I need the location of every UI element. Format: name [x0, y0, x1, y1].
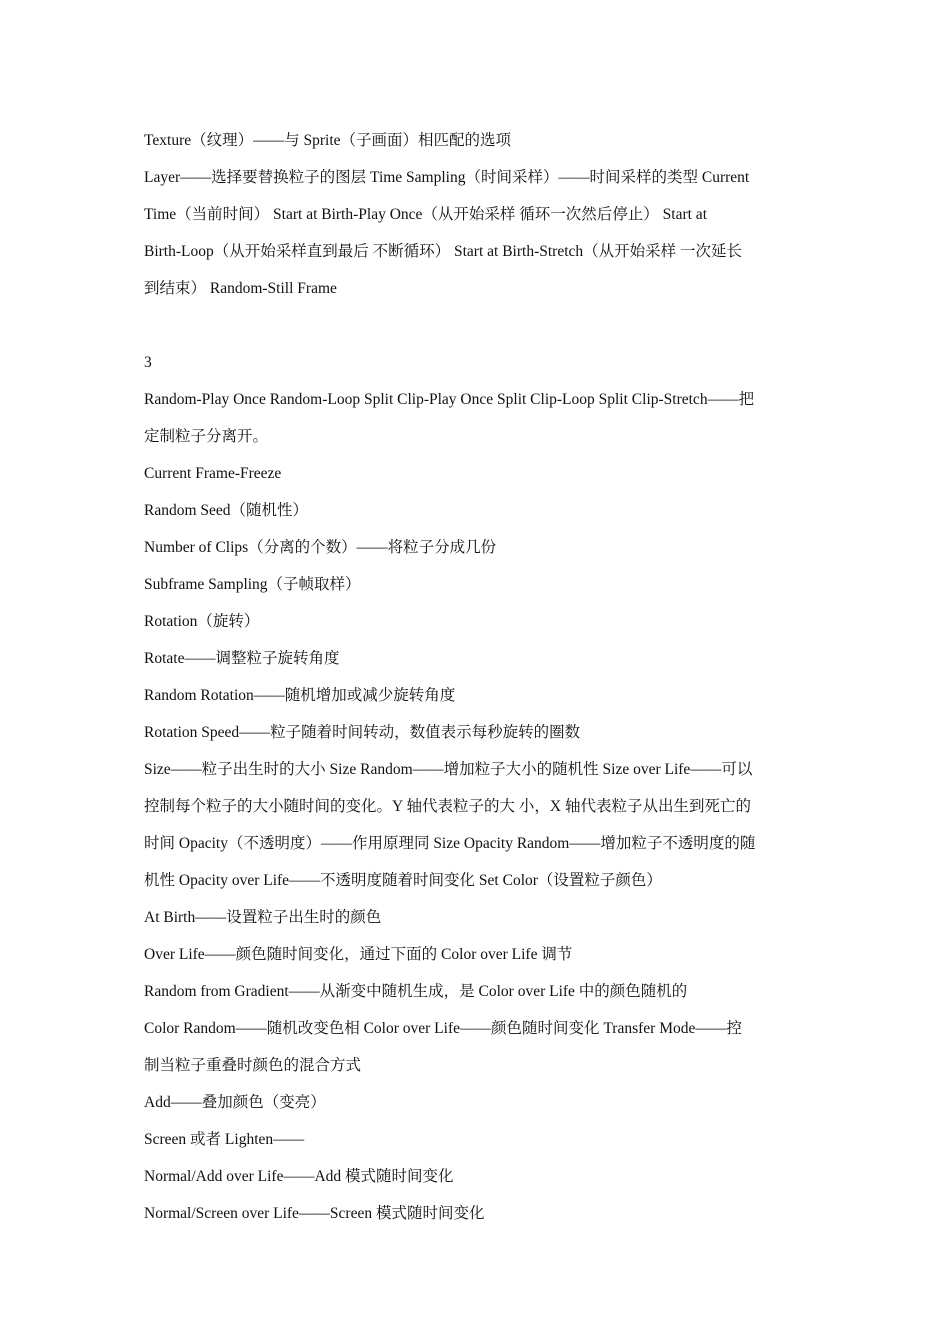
text-line: 机性 Opacity over Life——不透明度随着时间变化 Set Color（设置粒子颜色） [144, 872, 662, 889]
text-line: Birth-Loop（从开始采样直到最后 不断循环） Start at Birth-Stretch（从开始采样 一次延长 [144, 243, 743, 260]
paragraph [144, 381, 810, 455]
text-line: Layer——选择要替换粒子的图层 Time Sampling（时间采样）——时间采样的类型 Current [144, 169, 750, 186]
paragraph [144, 1158, 810, 1195]
paragraph [144, 1010, 810, 1084]
paragraph [144, 751, 810, 899]
paragraph [144, 714, 810, 751]
paragraph [144, 1195, 810, 1232]
text-line: 定制粒子分离开。 [144, 428, 269, 445]
paragraph [144, 973, 810, 1010]
text-line: Rotate——调整粒子旋转角度 [144, 650, 340, 667]
document-body [144, 122, 810, 1245]
paragraph [144, 566, 810, 603]
paragraph [144, 529, 810, 566]
paragraph [144, 1121, 810, 1158]
paragraph [144, 899, 810, 936]
text-line: Add——叠加颜色（变亮） [144, 1094, 326, 1111]
text-line: Color Random——随机改变色相 Color over Life——颜色随时间变化 Transfer Mode——控 [144, 1020, 742, 1037]
text-line: Rotation（旋转） [144, 613, 260, 630]
text-line: Number of Clips（分离的个数）——将粒子分成几份 [144, 539, 497, 556]
paragraph [144, 159, 810, 307]
paragraph [144, 455, 810, 492]
text-line: 时间 Opacity（不透明度）——作用原理同 Size Opacity Random——增加粒子不透明度的随 [144, 835, 756, 852]
text-line: 控制每个粒子的大小随时间的变化。Y 轴代表粒子的大 小，X 轴代表粒子从出生到死亡的 [144, 798, 751, 815]
paragraph [144, 1084, 810, 1121]
text-line: Size——粒子出生时的大小 Size Random——增加粒子大小的随机性 Size over Life——可以 [144, 761, 753, 778]
text-line: Over Life——颜色随时间变化，通过下面的 Color over Life 调节 [144, 946, 573, 963]
text-line: Normal/Add over Life——Add 模式随时间变化 [144, 1168, 454, 1185]
text-line: Current Frame-Freeze [144, 465, 282, 482]
text-line: Random Rotation——随机增加或减少旋转角度 [144, 687, 456, 704]
text-line: Texture（纹理）——与 Sprite（子画面）相匹配的选项 [144, 132, 512, 149]
paragraph [144, 492, 810, 529]
text-line: Rotation Speed——粒子随着时间转动，数值表示每秒旋转的圈数 [144, 724, 581, 741]
text-line: 制当粒子重叠时颜色的混合方式 [144, 1057, 362, 1074]
text-line: Subframe Sampling（子帧取样） [144, 576, 361, 593]
paragraph [144, 122, 810, 159]
paragraph [144, 677, 810, 714]
text-line: Random-Play Once Random-Loop Split Clip-Play Once Split Clip-Loop Split Clip-Stretch——把 [144, 391, 755, 408]
page-number [144, 344, 810, 381]
text-line: Screen 或者 Lighten—— [144, 1131, 305, 1148]
text-line: 到结束） Random-Still Frame [144, 280, 337, 297]
text-line: Normal/Screen over Life——Screen 模式随时间变化 [144, 1205, 485, 1222]
text-line: At Birth——设置粒子出生时的颜色 [144, 909, 382, 926]
text-line: Random Seed（随机性） [144, 502, 309, 519]
text-line: Time（当前时间） Start at Birth-Play Once（从开始采样 循环一次然后停止） Start at [144, 206, 707, 223]
paragraph [144, 603, 810, 640]
text-line: Random from Gradient——从渐变中随机生成，是 Color over Life 中的颜色随机的 [144, 983, 688, 1000]
paragraph [144, 640, 810, 677]
paragraph [144, 936, 810, 973]
text-line: 3 [144, 354, 152, 371]
paragraph-spacer [144, 320, 810, 344]
